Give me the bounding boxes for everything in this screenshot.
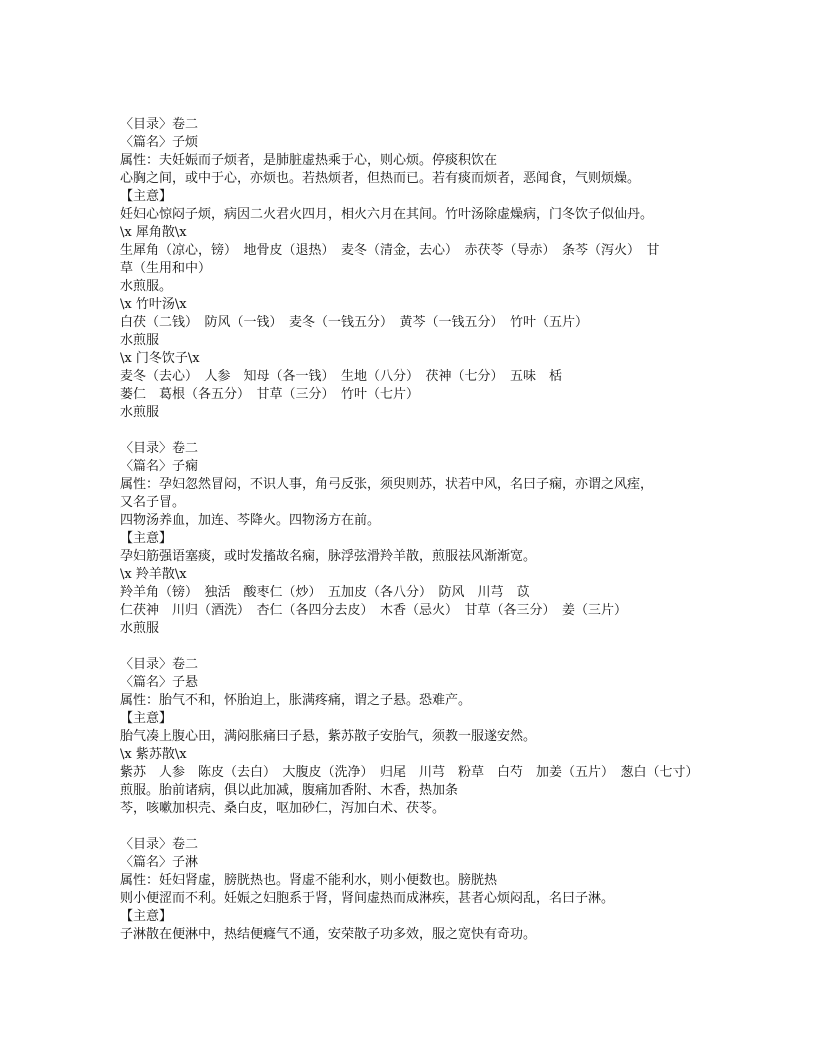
text-line: 孕妇筋强语塞痰，或时发搐故名痫，脉浮弦滑羚羊散，煎服祛风渐渐宽。 <box>120 549 537 564</box>
blank-line <box>120 638 720 656</box>
text-line: 子淋散在便淋中，热结便癃气不通，安荣散子功多效，服之宽快有奇功。 <box>120 927 537 942</box>
text-line: 四物汤养血，加连、芩降火。四物汤方在前。 <box>120 513 381 528</box>
text-line: 【主意】 <box>120 531 173 546</box>
text-line: 水煎服 <box>120 405 160 420</box>
text-line: 水煎服 <box>120 621 160 636</box>
blank-line <box>120 818 720 836</box>
text-line: 胎气凑上腹心田，满闷胀痛曰子悬，紫苏散子安胎气，须教一服遂安然。 <box>120 729 537 744</box>
text-line: 〈目录〉卷二 <box>120 657 199 672</box>
text-line: 【主意】 <box>120 189 173 204</box>
text-line: 妊妇心惊闷子烦，病因二火君火四月，相火六月在其间。竹叶汤除虚燥病，门冬饮子似仙丹。 <box>120 207 654 222</box>
text-line: 麦冬（去心） 人参 知母（各一钱） 生地（八分） 茯神（七分） 五味 栝 <box>120 369 563 384</box>
text-line: 属性：妊妇肾虚，膀胱热也。肾虚不能利水，则小便数也。膀胱热 <box>120 873 498 888</box>
text-line: 属性：夫妊娠而子烦者，是肺脏虚热乘于心，则心烦。停痰积饮在 <box>120 153 498 168</box>
text-line: 煎服。胎前诸病，俱以此加减，腹痛加香附、木香，热加条 <box>120 783 459 798</box>
text-line: 〈篇名〉子烦 <box>120 135 199 150</box>
text-line: \x 犀角散\x <box>120 225 187 240</box>
document-page <box>120 116 720 944</box>
text-line: \x 门冬饮子\x <box>120 351 200 366</box>
text-line: \x 竹叶汤\x <box>120 297 187 312</box>
text-line: 【主意】 <box>120 909 173 924</box>
text-line: 〈目录〉卷二 <box>120 441 199 456</box>
text-line: 属性：孕妇忽然冒闷，不识人事，角弓反张，须臾则苏，状若中风，名曰子痫，亦谓之风痓， <box>120 477 654 492</box>
text-line: 〈目录〉卷二 <box>120 837 199 852</box>
text-line: 生犀角（凉心，镑） 地骨皮（退热） 麦冬（清金，去心） 赤茯苓（导赤） 条芩（泻火） 甘 <box>120 243 660 258</box>
text-line: 紫苏 人参 陈皮（去白） 大腹皮（洗净） 归尾 川芎 粉草 白芍 加姜（五片） 葱白（七寸） <box>120 765 699 780</box>
text-line: 【主意】 <box>120 711 173 726</box>
text-line: 水煎服 <box>120 333 160 348</box>
text-line: 又名子冒。 <box>120 495 186 510</box>
text-line: 仁茯神 川归（酒洗） 杏仁（各四分去皮） 木香（忌火） 甘草（各三分） 姜（三片） <box>120 603 628 618</box>
text-line: 〈篇名〉子淋 <box>120 855 199 870</box>
text-line: 〈目录〉卷二 <box>120 117 199 132</box>
text-line: 芩，咳嗽加枳壳、桑白皮，呕加砂仁，泻加白术、茯苓。 <box>120 801 446 816</box>
text-line: 水煎服。 <box>120 279 173 294</box>
text-line: \x 紫苏散\x <box>120 747 187 762</box>
text-line: 〈篇名〉子痫 <box>120 459 199 474</box>
text-line: 草（生用和中） <box>120 261 212 276</box>
text-line: 心胸之间，或中于心，亦烦也。若热烦者，但热而已。若有痰而烦者，恶闻食，气则烦燥。 <box>120 171 641 186</box>
text-line: 蒌仁 葛根（各五分） 甘草（三分） 竹叶（七片） <box>120 387 420 402</box>
text-line: 羚羊角（镑） 独活 酸枣仁（炒） 五加皮（各八分） 防风 川芎 苡 <box>120 585 530 600</box>
blank-line <box>120 422 720 440</box>
text-line: 属性：胎气不和，怀胎迫上，胀满疼痛，谓之子悬。恐难产。 <box>120 693 472 708</box>
text-line: 则小便涩而不利。妊娠之妇胞系于肾，肾间虚热而成淋疾，甚者心烦闷乱，名曰子淋。 <box>120 891 615 906</box>
text-line: \x 羚羊散\x <box>120 567 187 582</box>
text-line: 〈篇名〉子悬 <box>120 675 199 690</box>
text-line: 白茯（二钱） 防风（一钱） 麦冬（一钱五分） 黄芩（一钱五分） 竹叶（五片） <box>120 315 589 330</box>
